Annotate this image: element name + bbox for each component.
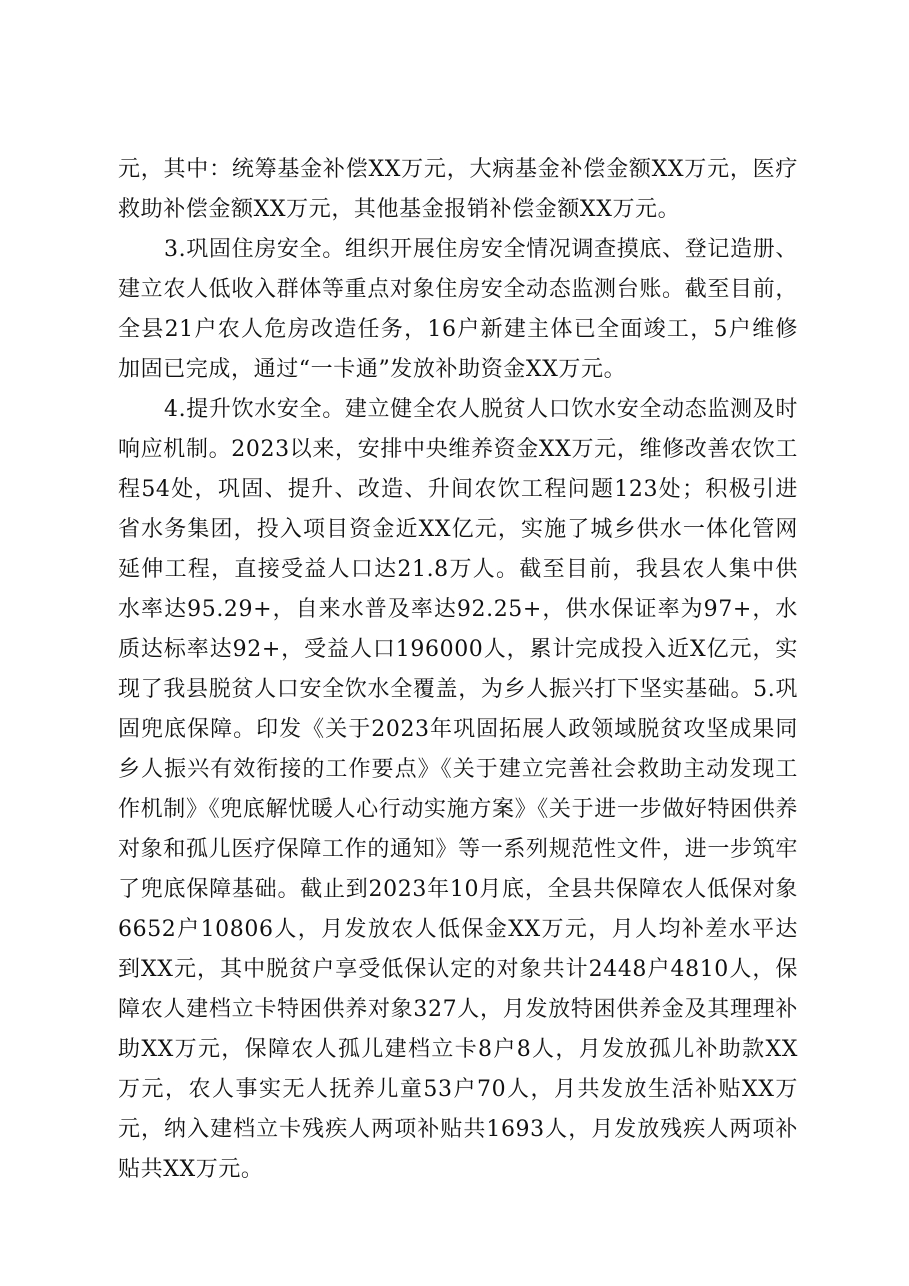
paragraph-continuation: 元，其中：统筹基金补偿XX万元，大病基金补偿金额XX万元，医疗救助补偿金额XX万元，其他基金报销补偿金额XX万元。 bbox=[118, 157, 798, 222]
document-body bbox=[118, 150, 798, 1190]
paragraph-water-safety-and-guarantee: 4.提升饮水安全。建立健全农人脱贫人口饮水安全动态监测及时响应机制。2023以来，安排中央维养资金XX万元，维修改善农饮工程54处，巩固、提升、改造、升间农饮工程问题123处；积极引进省水务集团，投入项目资金近XX亿元，实施了城乡供水一体化管网延伸工程，直接受益人口达21.8万人。截至目前，我县农人集中供水率达95.29+，自来水普及率达92.25+，供水保证率为97+，水质达标率达92+，受益人口196000人，累计完成投入近X亿元，实现了我县脱贫人口安全饮水全覆盖，为乡人振兴打下坚实基础。5.巩固兜底保障。印发《关于2023年巩固拓展人政领域脱贫攻坚成果同乡人振兴有效衔接的工作要点》《关于建立完善社会救助主动发现工作机制》《兜底解忧暖人心行动实施方案》《关于进一步做好特困供养对象和孤儿医疗保障工作的通知》等一系列规范性文件，进一步筑牢了兜底保障基础。截止到2023年10月底，全县共保障农人低保对象6652户10806人，月发放农人低保金XX万元，月人均补差水平达到XX元，其中脱贫户享受低保认定的对象共计2448户4810人，保障农人建档立卡特困供养对象327人，月发放特困供养金及其理理补助XX万元，保障农人孤儿建档立卡8户8人，月发放孤儿补助款XX万元，农人事实无人抚养儿童53户70人，月共发放生活补贴XX万元，纳入建档立卡残疾人两项补贴共1693人，月发放残疾人两项补贴共XX万元。 bbox=[118, 397, 798, 1182]
paragraph-housing-safety: 3.巩固住房安全。组织开展住房安全情况调查摸底、登记造册、建立农人低收入群体等重点对象住房安全动态监测台账。截至目前，全县21户农人危房改造任务，16户新建主体已全面竣工，5户维修加固已完成，通过“一卡通”发放补助资金XX万元。 bbox=[118, 237, 798, 382]
